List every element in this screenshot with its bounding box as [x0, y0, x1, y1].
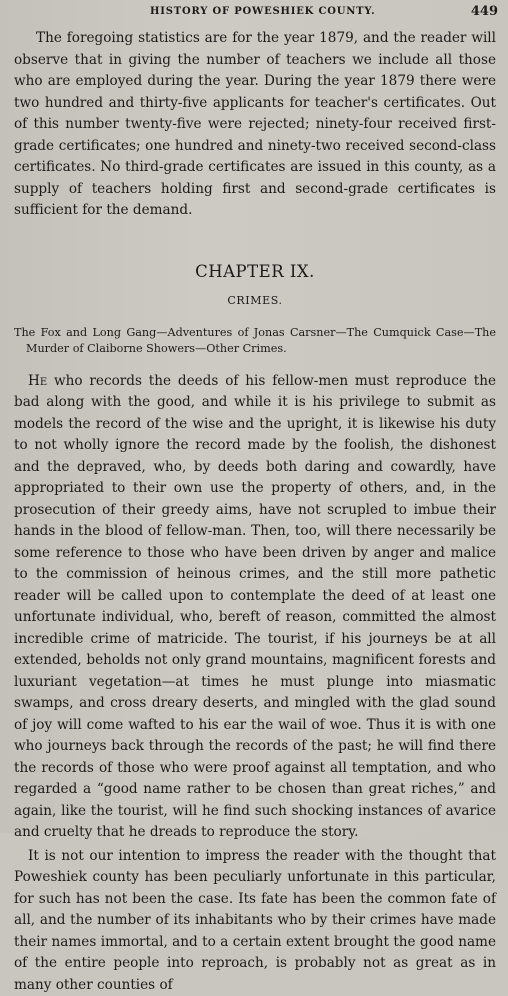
body-paragraph-2: It is not our intention to impress the reader with the thought that Poweshiek county has been peculiarly unfortunate in this particular, for such has not been the case. Its fate has been the common fate of all, and the number of its inhabitants who by their crimes have made their names immortal, and to a certain extent brought the good name of the entire people into reproach, is probably not as great as in many other counties of [14, 846, 496, 996]
running-head: HISTORY OF POWESHIEK COUNTY. [150, 6, 375, 17]
chapter-subtitle: CRIMES. [14, 294, 496, 307]
page-number: 449 [471, 4, 498, 19]
intro-paragraph: The foregoing statistics are for the year 1879, and the reader will observe that in giving the number of teachers we include all those who are employed during the year. During the year 1879 there were two hundred and thirty-five applicants for teacher's certificates. Out of this number twenty-five were rejected; ninety-four received first-grade certificates; one hundred and ninety-two received second-class certificates. No third-grade certificates are issued in this county, as a supply of teachers holding first and second-grade certificates is sufficient for the demand. [14, 28, 496, 222]
chapter-title: CHAPTER IX. [14, 262, 496, 281]
paragraph-1-text: who records the deeds of his fellow-men must reproduce the bad along with the good, and while it is his privilege to submit as models the record of the wise and the upright, it is likewise his duty to not wholly ignore the record made by the foolish, the dishonest and the depraved, who, by deeds both daring and cowardly, have appropriated to their own use the property of others, and, in the prosecution of their greedy aims, have not scrupled to imbue their hands in the blood of fellow-man. Then, too, will there necessarily be some reference to those who have been driven by anger and malice to the commission of heinous crimes, and the still more pathetic reader will be called upon to contemplate the deed of at least one unfortunate individual, who, bereft of reason, committed the almost incredible crime of matricide. The tourist, if his journeys be at all extended, beholds not only grand mountains, magnificent forests and luxuriant vegetation—at times he must plunge into miasmatic swamps, and cross dreary deserts, and mingled with the glad sound of joy will come wafted to his ear the wail of woe. Thus it is with one who journeys back through the records of the past; he will find there the records of those who were proof against all temptation, and who regarded a “good name rather to be chosen than great riches,” and again, like the tourist, will he find such shocking instances of avarice and cruelty that he dreads to reproduce the story. [14, 373, 496, 841]
lead-word: He [28, 373, 47, 389]
body-paragraph-1 [14, 371, 496, 844]
chapter-synopsis: The Fox and Long Gang—Adventures of Jonas Carsner—The Cumquick Case—The Murder of Claiborne Showers—Other Crimes. [14, 325, 496, 357]
